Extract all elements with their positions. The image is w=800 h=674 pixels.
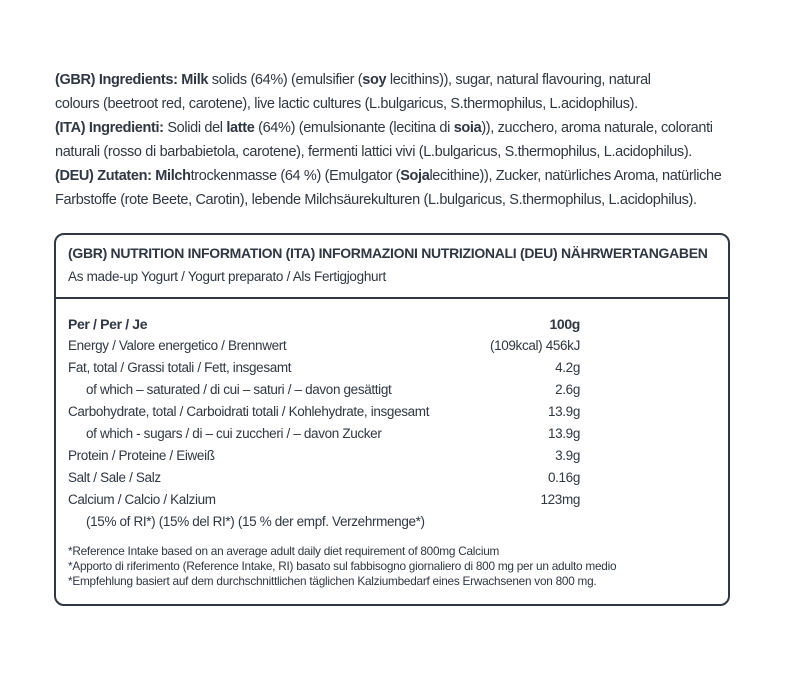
ingredients-heading: Ingredients: xyxy=(98,72,178,88)
nutrition-subtitle: As made-up Yogurt / Yogurt preparato / Als Fertigjoghurt xyxy=(68,269,386,284)
ingredients-line xyxy=(55,116,755,140)
nutrient-value: 123mg xyxy=(540,492,580,507)
nutrition-table xyxy=(68,313,580,533)
ingredients-line xyxy=(55,164,755,188)
ingredients-line xyxy=(55,68,755,92)
ingredients-text: lecithins)), sugar, natural flavouring, natural xyxy=(386,72,651,88)
nutrient-value: 4.2g xyxy=(555,360,580,375)
ingredients-text: )), zucchero, aroma naturale, coloranti xyxy=(481,120,713,136)
nutrition-row xyxy=(68,379,580,401)
allergen-text: Milk xyxy=(181,72,209,88)
nutrition-row xyxy=(68,423,580,445)
nutrient-label: of which – saturated / di cui – saturi / – davon gesättigt xyxy=(86,382,392,397)
nutrient-value: 3.9g xyxy=(555,448,580,463)
nutrition-title: (GBR) NUTRITION INFORMATION (ITA) INFORMAZIONI NUTRIZIONALI (DEU) NÄHRWERTANGABEN xyxy=(68,245,708,261)
allergen-text: soia xyxy=(453,120,482,136)
nutrition-row xyxy=(68,511,580,533)
nutrient-label: Carbohydrate, total / Carboidrati totali / Kohlehydrate, insgesamt xyxy=(68,404,430,419)
nutrition-divider xyxy=(56,297,728,299)
ingredients-heading: Ingredienti: xyxy=(88,120,164,136)
ingredients-text: lecithine)), Zucker, natürliches Aroma, natürliche xyxy=(429,168,722,184)
nutrition-information-panel xyxy=(54,233,730,606)
nutrient-label: Energy / Valore energetico / Brennwert xyxy=(68,338,287,353)
language-code: (ITA) xyxy=(55,120,86,136)
nutrition-row xyxy=(68,335,580,357)
nutrient-label: Fat, total / Grassi totali / Fett, insgesamt xyxy=(68,360,292,375)
footnote: *Empfehlung basiert auf dem durchschnittlichen täglichen Kalziumbedarf eines Erwachsenen von 800 mg. xyxy=(68,574,597,588)
nutrition-footnotes xyxy=(68,544,616,589)
ingredients-text: Solidi del xyxy=(167,120,227,136)
ingredients-line-continued: naturali (rosso di barbabietola, carotene), fermenti lattici vivi (L.bulgaricus, S.thermophilus, L.acidophilus). xyxy=(55,144,692,160)
nutrition-header-row xyxy=(68,313,580,335)
nutrient-value: 0.16g xyxy=(547,470,580,485)
nutrient-value: 13.9g xyxy=(547,426,580,441)
nutrient-value: (109kcal) 456kJ xyxy=(489,338,580,353)
nutrient-value: 13.9g xyxy=(547,404,580,419)
nutrient-label: Protein / Proteine / Eiweiß xyxy=(68,448,215,463)
ingredients-line-continued: Farbstoffe (rote Beete, Carotin), lebende Milchsäurekulturen (L.bulgaricus, S.thermophilus, L.acidophilus). xyxy=(55,192,697,208)
footnote: *Apporto di riferimento (Reference Intake, RI) basato sul fabbisogno giornaliero di 800 mg per un adulto medio xyxy=(68,559,617,573)
ingredients-text: (64%) (emulsionante (lecitina di xyxy=(254,120,454,136)
nutrient-label: of which - sugars / di – cui zuccheri / – davon Zucker xyxy=(86,426,382,441)
nutrient-label: Calcium / Calcio / Kalzium xyxy=(68,492,216,507)
allergen-text: latte xyxy=(226,120,255,136)
nutrition-row xyxy=(68,467,580,489)
nutrient-label: (15% of RI*) (15% del RI*) (15 % der empf. Verzehrmenge*) xyxy=(86,514,425,529)
language-code: (DEU) xyxy=(55,168,94,184)
allergen-text: soy xyxy=(362,72,387,88)
ingredients-text: solids (64%) (emulsifier ( xyxy=(208,72,363,88)
nutrition-row xyxy=(68,489,580,511)
nutrient-value: 100g xyxy=(549,316,580,332)
nutrient-label: Per / Per / Je xyxy=(68,316,148,332)
footnote: *Reference Intake based on an average adult daily diet requirement of 800mg Calcium xyxy=(68,544,500,558)
allergen-text: Milch xyxy=(155,168,191,184)
nutrient-label: Salt / Sale / Salz xyxy=(68,470,161,485)
allergen-text: Soja xyxy=(400,168,430,184)
nutrition-row xyxy=(68,401,580,423)
nutrient-value: 2.6g xyxy=(555,382,580,397)
nutrition-row xyxy=(68,357,580,379)
nutrition-row xyxy=(68,445,580,467)
language-code: (GBR) xyxy=(55,72,96,88)
ingredients-section xyxy=(55,68,755,212)
ingredients-text: trockenmasse (64 %) (Emulgator ( xyxy=(190,168,401,184)
ingredients-line-continued: colours (beetroot red, carotene), live lactic cultures (L.bulgaricus, S.thermophilus, L.acidophilus). xyxy=(55,96,638,112)
ingredients-heading: Zutaten: xyxy=(97,168,152,184)
